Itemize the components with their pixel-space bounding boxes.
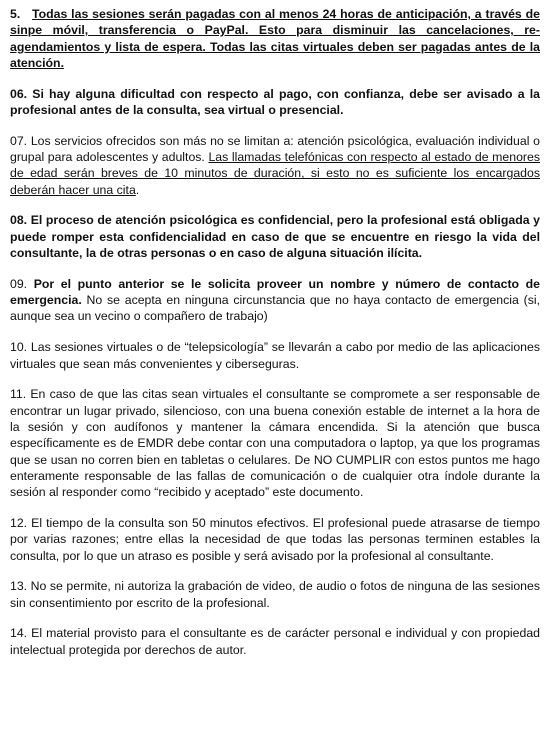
- clause-5-text: Todas las sesiones serán pagadas con al menos 24 horas de anticipación, a través de sinpe móvil, transferencia o PayPal. Esto para disminuir las cancelaciones, re-agendamientos y lista de espera. Todas las citas virtuales deben ser pagadas antes de la atención.: [10, 7, 540, 70]
- clause-8: 08. El proceso de atención psicológica es confidencial, pero la profesional está obligada y puede romper esta confidencialidad en caso de que se encuentre en riesgo la vida del consultante, la de otras personas o en caso de alguna situación ilícita.: [10, 213, 540, 261]
- clause-11: 11. En caso de que las citas sean virtuales el consultante se compromete a ser responsable de encontrar un lugar privado, silencioso, con una buena conexión estable de internet a la hora de la sesión y con audífonos y mantener la cámara encendida. Si la atención que busca específicamente es de EMDR debe contar con una computadora o laptop, ya que los programas que se usan no corren bien en tabletas o celulares. De NO CUMPLIR con estos puntos me hago enteramente responsable de las fallas de comunicación o de cualquier otra índole durante la sesión al responder como “recibido y aceptado” este documento.: [10, 387, 540, 500]
- clause-5-number: 5.: [10, 7, 21, 21]
- clause-9: [10, 276, 540, 325]
- clause-14: 14. El material provisto para el consultante es de carácter personal e individual y con propiedad intelectual protegida por derechos de autor.: [10, 626, 540, 657]
- document-page: [10, 6, 540, 673]
- clause-9-rest: No se acepta en ninguna circunstancia que no haya contacto de emergencia (si, aunque sea un vecino o compañero de trabajo): [10, 293, 540, 324]
- clause-7: [10, 133, 540, 198]
- clause-12: 12. El tiempo de la consulta son 50 minutos efectivos. El profesional puede atrasarse de tiempo por varias razones; entre ellas la necesidad de que todas las personas terminen estables la consulta, por lo que un atraso es posible y será avisado por la profesional al consultante.: [10, 515, 540, 563]
- clause-9-bold: Por el punto anterior se le solicita proveer un nombre y número de contacto de emergencia.: [10, 276, 540, 308]
- clause-7-underlined: Las llamadas telefónicas con respecto al estado de menores de edad serán breves de 10 minutos de duración, si esto no es suficiente los encargados deberán hacer una cita: [10, 150, 540, 197]
- clause-5: [10, 6, 540, 71]
- clause-6: 06. Si hay alguna dificultad con respecto al pago, con confianza, debe ser avisado a la profesional antes de la consulta, sea virtual o presencial.: [10, 86, 540, 117]
- clause-7-tail: .: [135, 182, 140, 197]
- clause-13: 13. No se permite, ni autoriza la grabación de video, de audio o fotos de ninguna de las sesiones sin consentimiento por escrito de la profesional.: [10, 579, 540, 610]
- clause-7-lead: 07. Los servicios ofrecidos son más no se limitan a: atención psicológica, evaluación individual o grupal para adolescentes y adultos.: [10, 133, 540, 165]
- clause-10: 10. Las sesiones virtuales o de “telepsicología” se llevarán a cabo por medio de las aplicaciones virtuales que sean más convenientes y ciberseguras.: [10, 340, 540, 371]
- clause-9-number: 09.: [10, 276, 34, 291]
